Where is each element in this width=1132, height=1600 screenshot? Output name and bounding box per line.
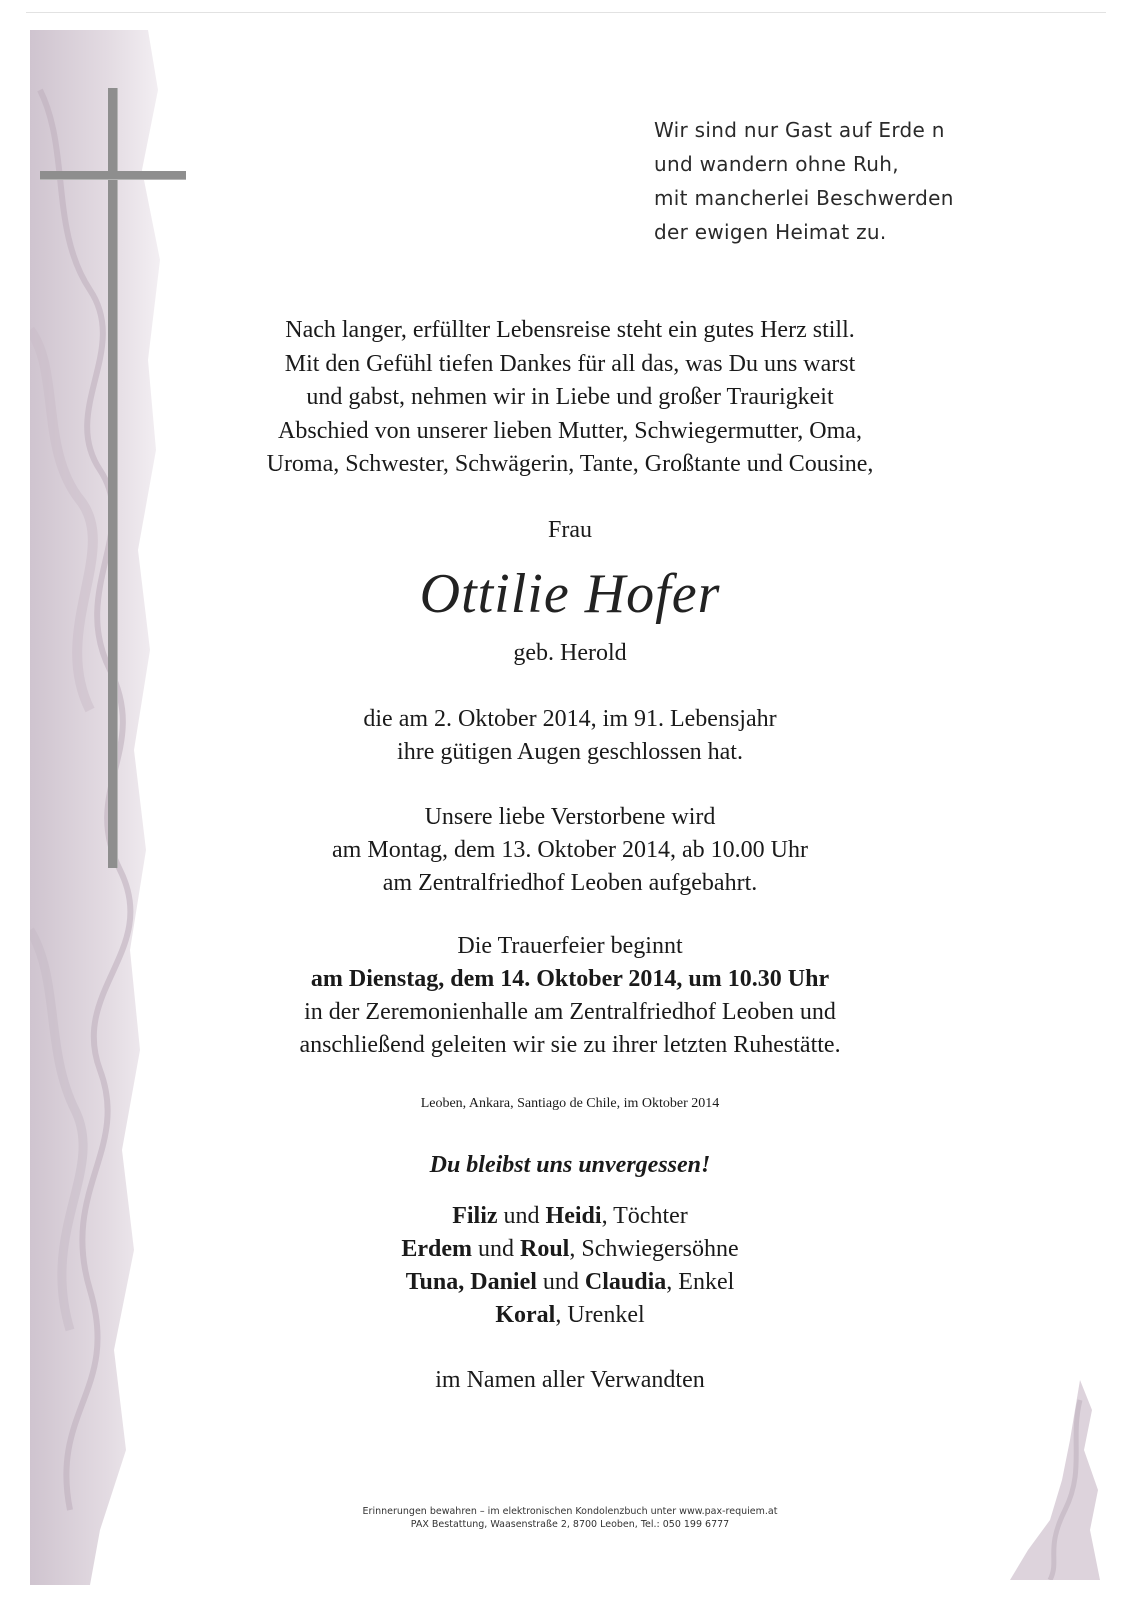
salutation: Frau bbox=[548, 517, 592, 543]
service-line: anschließend geleiten wir sie zu ihrer letzten Ruhestätte. bbox=[299, 1032, 841, 1058]
mourners-list bbox=[210, 1200, 930, 1332]
mourner-line bbox=[210, 1200, 930, 1233]
cross-vertical-bar bbox=[108, 88, 117, 868]
footer bbox=[260, 1505, 880, 1531]
mourner-name: Koral bbox=[495, 1302, 556, 1328]
death-line: die am 2. Oktober 2014, im 91. Lebensjahr bbox=[363, 706, 777, 732]
mourner-name: Filiz bbox=[452, 1203, 498, 1229]
viewing-line: am Montag, dem 13. Oktober 2014, ab 10.00 Uhr bbox=[332, 837, 808, 863]
mourner-line bbox=[210, 1299, 930, 1332]
footer-line-condolence: Erinnerungen bewahren – im elektronischen Kondolenzbuch unter www.pax-requiem.at bbox=[362, 1506, 778, 1517]
service-line: in der Zeremonienhalle am Zentralfriedhof Leoben und bbox=[304, 999, 836, 1025]
death-line: ihre gütigen Augen geschlossen hat. bbox=[397, 739, 743, 765]
intro-line: Nach langer, erfüllter Lebensreise steht ein gutes Herz still. bbox=[285, 317, 855, 343]
mourner-conjunction: und bbox=[497, 1203, 546, 1229]
mourner-relation: , Schwiegersöhne bbox=[569, 1236, 739, 1262]
service-date: am Dienstag, dem 14. Oktober 2014, um 10.30 Uhr bbox=[310, 966, 830, 992]
marble-corner-decoration bbox=[1010, 1380, 1100, 1580]
viewing-line: am Zentralfriedhof Leoben aufgebahrt. bbox=[382, 870, 758, 896]
mourner-name: Erdem bbox=[401, 1236, 472, 1262]
top-border-line bbox=[26, 12, 1106, 13]
mourner-name: Heidi bbox=[545, 1203, 602, 1229]
intro-line: Mit den Gefühl tiefen Dankes für all das, was Du uns warst bbox=[284, 350, 856, 377]
mourner-relation: , Enkel bbox=[666, 1269, 735, 1295]
intro-line: und gabst, nehmen wir in Liebe und großer Traurigkeit bbox=[306, 384, 834, 410]
footer-line-address: PAX Bestattung, Waasenstraße 2, 8700 Leoben, Tel.: 050 199 6777 bbox=[410, 1519, 730, 1530]
marble-border-decoration bbox=[30, 30, 170, 1585]
death-notice bbox=[210, 703, 930, 769]
poem-line: der ewigen Heimat zu. bbox=[654, 220, 887, 244]
poem-line: und wandern ohne Ruh, bbox=[654, 152, 899, 176]
mourner-name: Tuna, Daniel bbox=[405, 1269, 537, 1295]
mourner-line bbox=[210, 1266, 930, 1299]
cross-horizontal-bar bbox=[40, 171, 186, 179]
poem-line: Wir sind nur Gast auf Erde n bbox=[654, 118, 945, 142]
intro-line: Uroma, Schwester, Schwägerin, Tante, Großtante und Cousine, bbox=[266, 451, 874, 477]
mourner-line bbox=[210, 1233, 930, 1266]
mourner-conjunction: und bbox=[536, 1269, 585, 1295]
maiden-name: geb. Herold bbox=[513, 640, 627, 666]
poem-verse bbox=[654, 113, 954, 249]
viewing-line: Unsere liebe Verstorbene wird bbox=[424, 804, 716, 830]
closing-line: im Namen aller Verwandten bbox=[435, 1367, 705, 1393]
service-line: Die Trauerfeier beginnt bbox=[457, 933, 683, 959]
mourner-name: Roul bbox=[520, 1236, 570, 1262]
poem-line: mit mancherlei Beschwerden bbox=[654, 186, 954, 210]
deceased-name: Ottilie Hofer bbox=[419, 563, 721, 625]
mourner-relation: , Urenkel bbox=[555, 1302, 645, 1328]
funeral-service-notice bbox=[210, 930, 930, 1062]
intro-paragraph bbox=[210, 314, 930, 482]
intro-line: Abschied von unserer lieben Mutter, Schwiegermutter, Oma, bbox=[278, 417, 862, 444]
mourner-conjunction: und bbox=[472, 1236, 520, 1262]
mourner-name: Claudia bbox=[584, 1269, 667, 1295]
mourner-relation: , Töchter bbox=[601, 1203, 688, 1229]
viewing-notice bbox=[210, 801, 930, 900]
motto: Du bleibst uns unvergessen! bbox=[429, 1152, 711, 1178]
place-and-date: Leoben, Ankara, Santiago de Chile, im Oktober 2014 bbox=[420, 1096, 720, 1111]
